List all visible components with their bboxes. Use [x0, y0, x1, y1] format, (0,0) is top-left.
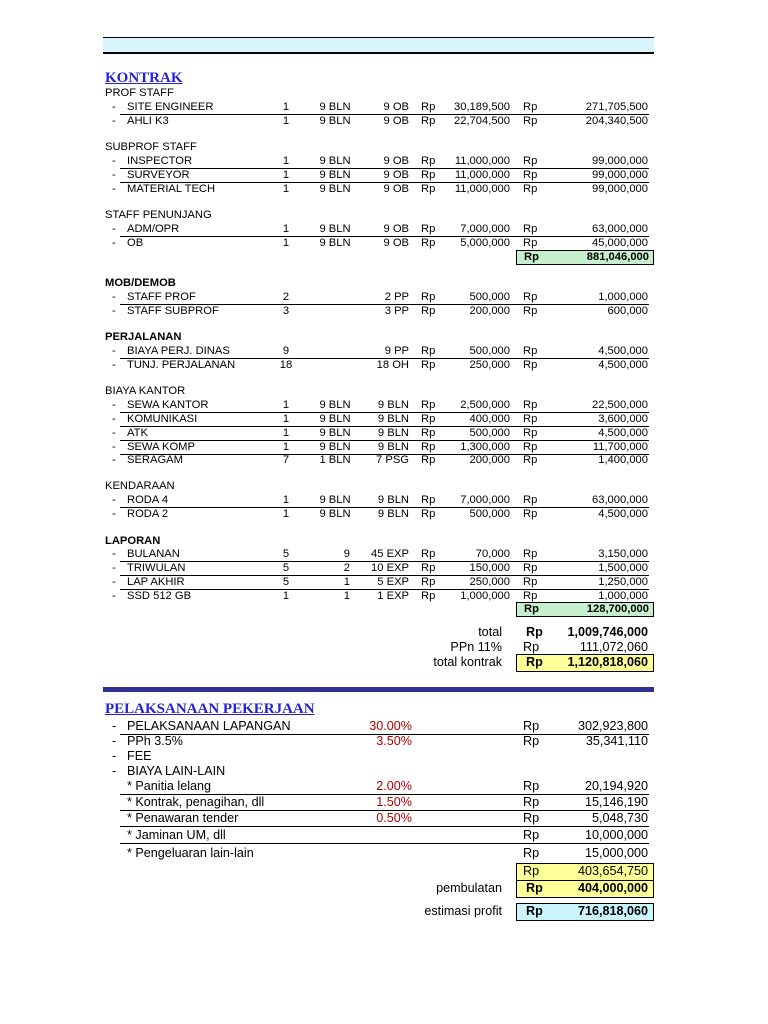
table-row: - SITE ENGINEER 1 9 BLN 9 OB Rp 30,189,500 Rp 271,705,500: [0, 101, 768, 114]
table-row: - SSD 512 GB 1 1 1 EXP Rp 1,000,000 Rp 1,000,000: [112, 590, 648, 602]
pembulatan-row: pembulatan Rp 404,000,000: [436, 881, 648, 895]
summary-ppn-row: PPn 11% Rp 111,072,060: [450, 640, 648, 654]
section-divider: [103, 687, 654, 692]
table-row: - PPh 3.5% 3.50% Rp 35,341,110: [112, 734, 648, 748]
kontrak-heading: KONTRAK: [105, 70, 183, 86]
table-row: * Jaminan UM, dll Rp 10,000,000: [0, 828, 768, 843]
table-row: - AHLI K3 1 9 BLN 9 OB Rp 22,704,500 Rp 204,340,500: [112, 115, 648, 127]
table-row: - RODA 2 1 9 BLN 9 BLN Rp 500,000 Rp 4,500,000: [112, 508, 648, 520]
section-title: MOB/DEMOB: [105, 277, 176, 289]
summary-kontrak-row: total kontrak Rp 1,120,818,060: [433, 655, 648, 669]
table-row: - SEWA KANTOR 1 9 BLN 9 BLN Rp 2,500,000 Rp 22,500,000: [0, 399, 768, 412]
table-row: * Penawaran tender 0.50% Rp 5,048,730: [0, 811, 768, 826]
table-row: - BIAYA PERJ. DINAS 9 9 PP Rp 500,000 Rp 4,500,000: [0, 345, 768, 358]
header-rule: [103, 53, 654, 54]
section-title: BIAYA KANTOR: [105, 385, 186, 397]
profit-row: estimasi profit Rp 716,818,060: [424, 904, 648, 918]
table-row: - SURVEYOR 1 9 BLN 9 OB Rp 11,000,000 Rp 99,000,000: [0, 169, 768, 182]
table-row: - SEWA KOMP 1 9 BLN 9 BLN Rp 1,300,000 Rp 11,700,000: [0, 441, 768, 454]
pelaksanaan-subtotal-row: Rp 403,654,750: [523, 864, 648, 878]
table-row: - TUNJ. PERJALANAN 18 18 OH Rp 250,000 Rp 4,500,000: [112, 359, 648, 371]
table-row: - TRIWULAN 5 2 10 EXP Rp 150,000 Rp 1,500,000: [0, 562, 768, 575]
table-row: - RODA 4 1 9 BLN 9 BLN Rp 7,000,000 Rp 63,000,000: [0, 494, 768, 507]
table-row: - KOMUNIKASI 1 9 BLN 9 BLN Rp 400,000 Rp 3,600,000: [0, 413, 768, 426]
summary-total-row: total Rp 1,009,746,000: [478, 625, 648, 639]
subtotal-staff-box: Rp 881,046,000: [516, 250, 654, 265]
table-row: - MATERIAL TECH 1 9 BLN 9 OB Rp 11,000,000 Rp 99,000,000: [112, 183, 648, 195]
table-row: * Kontrak, penagihan, dll 1.50% Rp 15,146,190: [0, 795, 768, 810]
table-row: - PELAKSANAAN LAPANGAN 30.00% Rp 302,923,800: [0, 719, 768, 734]
table-row: - SERAGAM 7 1 BLN 7 PSG Rp 200,000 Rp 1,400,000: [112, 454, 648, 466]
pelaksanaan-heading: PELAKSANAAN PEKERJAAN: [105, 701, 315, 717]
section-title: SUBPROF STAFF: [105, 141, 197, 153]
table-row: * Pengeluaran lain-lain Rp 15,000,000: [127, 846, 648, 860]
table-row: - STAFF PROF 2 2 PP Rp 500,000 Rp 1,000,000: [0, 291, 768, 304]
section-title: PROF STAFF: [105, 87, 174, 99]
section-title: STAFF PENUNJANG: [105, 209, 212, 221]
table-row: - STAFF SUBPROF 3 3 PP Rp 200,000 Rp 600,000: [112, 305, 648, 317]
table-row: - LAP AKHIR 5 1 5 EXP Rp 250,000 Rp 1,250,000: [0, 576, 768, 589]
table-row: - BIAYA LAIN-LAIN: [112, 764, 226, 778]
table-row: - INSPECTOR 1 9 BLN 9 OB Rp 11,000,000 Rp 99,000,000: [0, 155, 768, 168]
table-row: - OB 1 9 BLN 9 OB Rp 5,000,000 Rp 45,000,000: [112, 237, 648, 249]
subtotal-laporan-box: Rp 128,700,000: [516, 602, 654, 617]
header-bar: [103, 37, 654, 53]
section-title: PERJALANAN: [105, 331, 182, 343]
table-row: - BULANAN 5 9 45 EXP Rp 70,000 Rp 3,150,000: [0, 548, 768, 561]
section-title: LAPORAN: [105, 535, 161, 547]
table-row: - ADM/OPR 1 9 BLN 9 OB Rp 7,000,000 Rp 63,000,000: [0, 223, 768, 236]
table-row: - ATK 1 9 BLN 9 BLN Rp 500,000 Rp 4,500,000: [0, 427, 768, 440]
table-row: * Panitia lelang 2.00% Rp 20,194,920: [0, 779, 768, 794]
table-row: - FEE: [112, 749, 152, 763]
section-title: KENDARAAN: [105, 480, 175, 492]
